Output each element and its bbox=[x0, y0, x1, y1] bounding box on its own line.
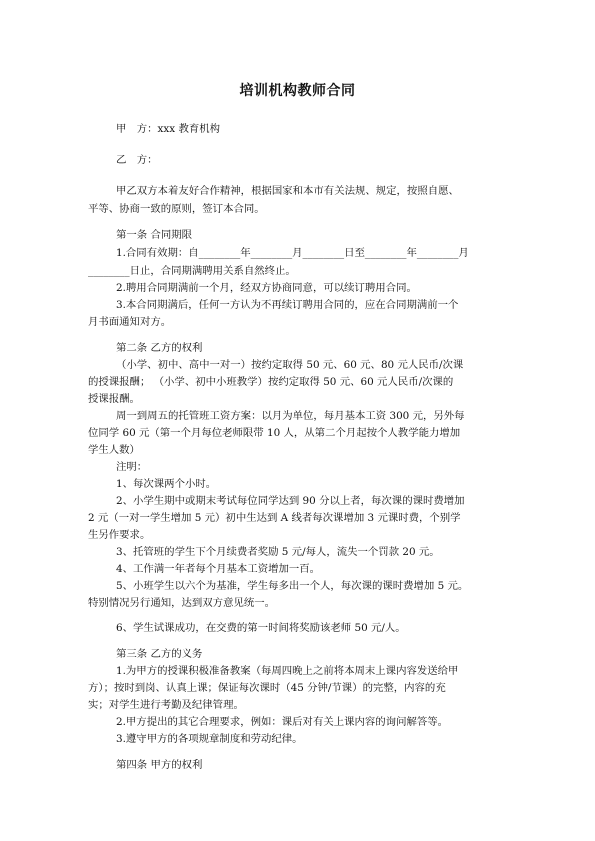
note-item-2: 2、小学生期中或期末考试每位同学达到 90 分以上者，每次课的课时费增加 bbox=[116, 495, 465, 507]
article-1-heading: 第一条 合同期限 bbox=[116, 229, 193, 241]
article-3-item-1: 1.为甲方的授课积极准备教案（每周四晚上之前将本周末上课内容发送给甲 bbox=[116, 665, 459, 677]
note-item-1: 1、每次课两个小时。 bbox=[116, 478, 217, 490]
article-3-heading: 第三条 乙方的义务 bbox=[116, 648, 203, 660]
note-item-5-cont: 特别情况另行通知，达到双方意见统一。 bbox=[88, 597, 276, 609]
intro-line-1: 甲乙双方本着友好合作精神，根据国家和本市有关法规、规定，按照自愿、 bbox=[116, 185, 459, 197]
note-item-3: 3、托管班的学生下个月续费者奖励 5 元/每人，流失一个罚款 20 元。 bbox=[116, 546, 440, 558]
article-1-item-1-cont: ________日止，合同期满聘用关系自然终止。 bbox=[88, 265, 296, 277]
article-2-heading: 第二条 乙方的权利 bbox=[116, 342, 203, 354]
article-2-para-2-cont: 位同学 60 元（第一个月每位老师限带 10 人，从第二个月起按个人教学能力增加 bbox=[88, 427, 461, 439]
article-4-heading: 第四条 甲方的权利 bbox=[116, 759, 203, 771]
article-2-para-2: 周一到周五的托管班工资方案：以月为单位，每月基本工资 300 元，另外每 bbox=[116, 410, 465, 422]
article-1-item-3-cont: 月书面通知对方。 bbox=[88, 316, 172, 328]
article-2-para-1: （小学、初中、高中一对一）按约定取得 50 元、60 元、80 元人民币/次课 bbox=[116, 359, 464, 371]
note-item-5: 5、小班学生以六个为基准，学生每多出一个人，每次课的课时费增加 5 元。 bbox=[116, 580, 469, 592]
article-3-item-1-cont2: 实；对学生进行考勤及纪律管理。 bbox=[88, 699, 244, 711]
article-2-para-1-cont: 的授课报酬； （小学、初中小班教学）按约定取得 50 元、60 元人民币/次课的 bbox=[88, 376, 454, 388]
note-item-2-cont: 2 元（一对一学生增加 5 元）初中生达到 A 线者每次课增加 3 元课时费，个别学 bbox=[88, 512, 461, 524]
article-3-item-1-cont: 方）；按时到岗、认真上课；保证每次课时（45 分钟/节课）的完整，内容的充 bbox=[88, 682, 446, 694]
party-a-line: 甲 方：xxx 教育机构 bbox=[116, 123, 221, 135]
article-1-item-1: 1.合同有效期：自________年________月________日至________年________月 bbox=[116, 247, 469, 259]
document-title: 培训机构教师合同 bbox=[239, 83, 356, 99]
party-b-line: 乙 方： bbox=[116, 154, 158, 166]
note-item-4: 4、工作满一年者每个月基本工资增加一百。 bbox=[116, 563, 321, 575]
article-2-para-1-cont2: 授课报酬。 bbox=[88, 393, 140, 405]
article-1-item-3: 3.本合同期满后，任何一方认为不再续订聘用合同的，应在合同期满前一个 bbox=[116, 299, 459, 311]
article-1-item-2: 2.聘用合同期满前一个月，经双方协商同意，可以续订聘用合同。 bbox=[116, 282, 417, 294]
intro-line-2: 平等、协商一致的原则，签订本合同。 bbox=[88, 203, 265, 215]
article-3-item-2: 2.甲方提出的其它合理要求，例如：课后对有关上课内容的询问解答等。 bbox=[116, 716, 449, 728]
note-heading: 注明： bbox=[116, 461, 148, 473]
article-3-item-3: 3.遵守甲方的各项规章制度和劳动纪律。 bbox=[116, 733, 303, 745]
article-2-para-2-cont2: 学生人数） bbox=[88, 444, 140, 456]
note-item-6: 6、学生试课成功，在交费的第一时间将奖励该老师 50 元/人。 bbox=[116, 622, 406, 634]
note-item-2-cont2: 生另作要求。 bbox=[88, 529, 151, 541]
